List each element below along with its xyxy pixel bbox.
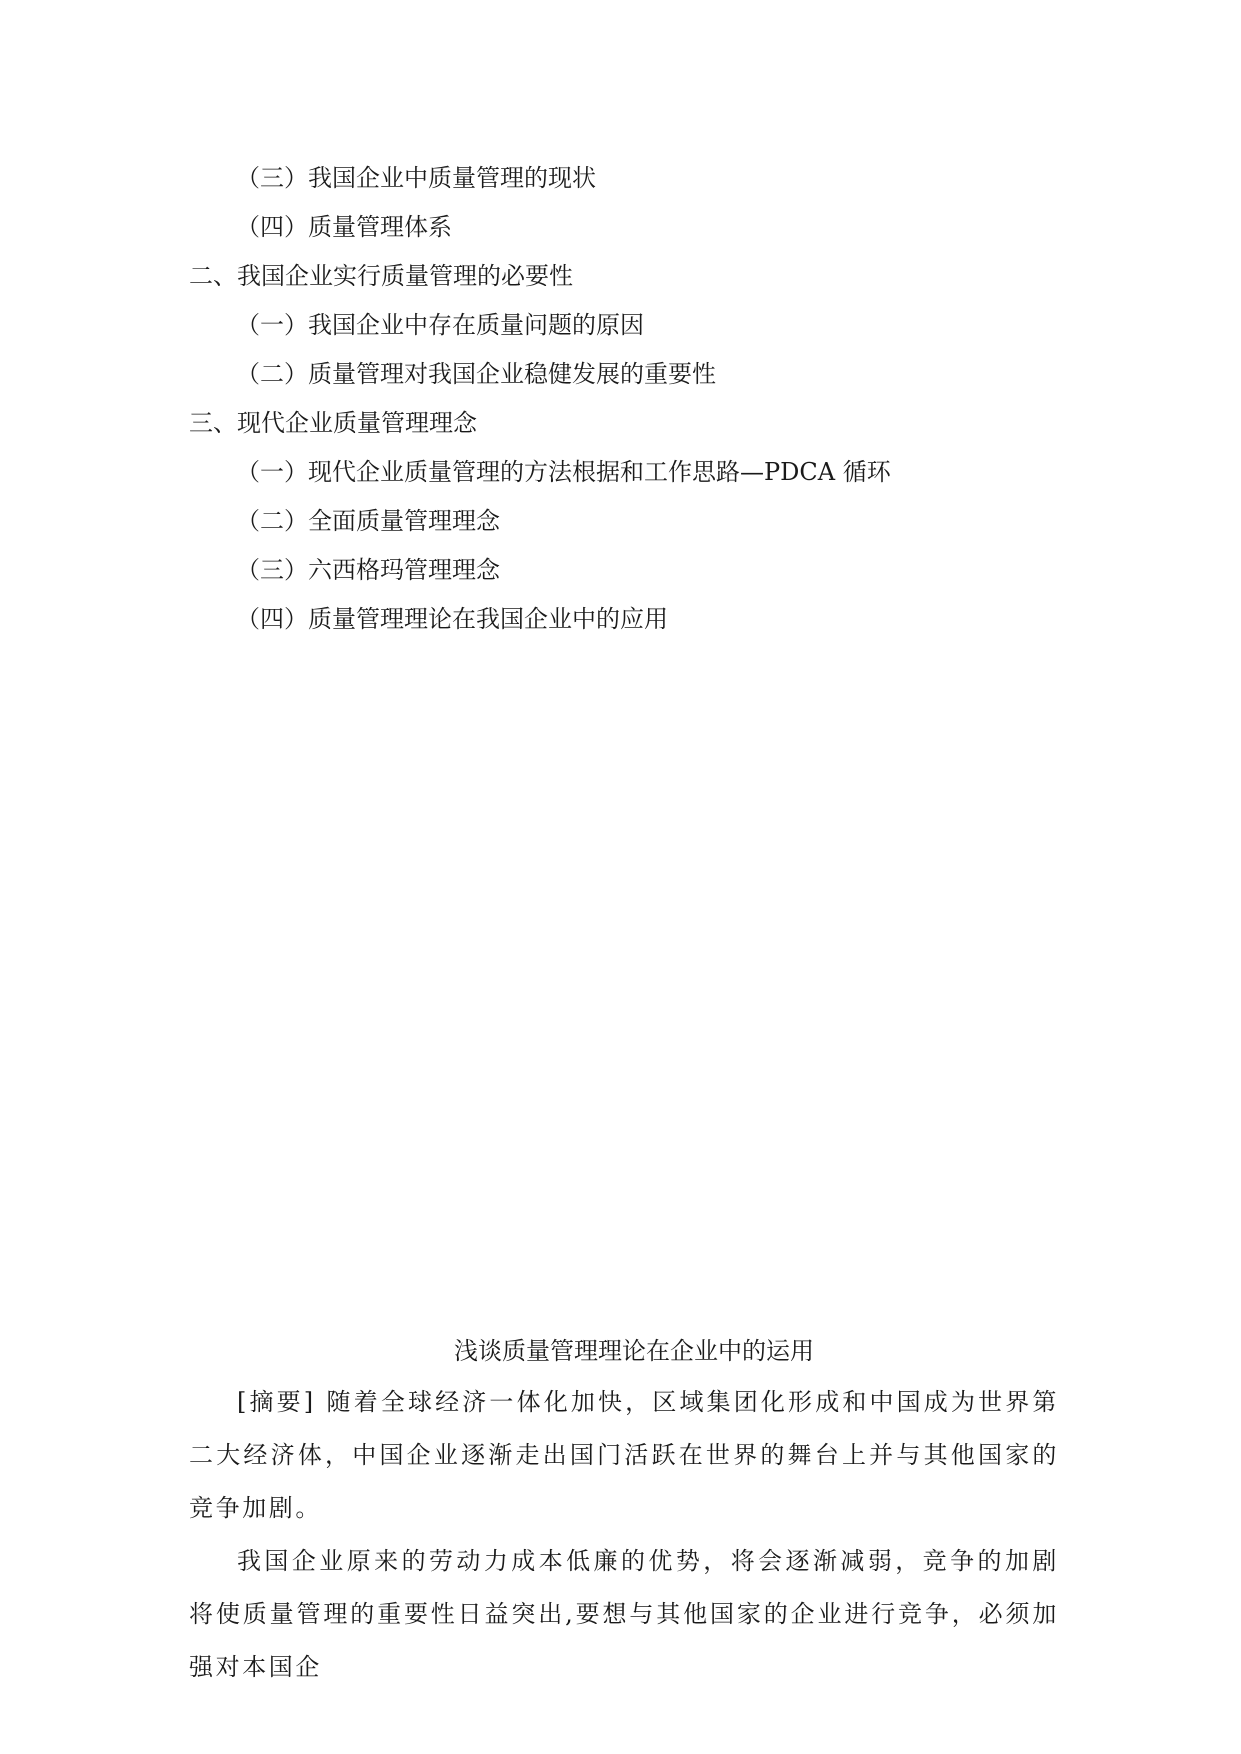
body-paragraph: 我国企业原来的劳动力成本低廉的优势，将会逐渐减弱，竞争的加剧将使质量管理的重要性日益突出,要想与其他国家的企业进行竞争，必须加强对本国企 <box>189 1547 1059 1681</box>
article-title: 浅谈质量管理理论在企业中的运用 <box>454 1337 814 1365</box>
article-body <box>189 1328 1059 1694</box>
toc-item: （四）质量管理理论在我国企业中的应用 <box>236 605 668 633</box>
toc-item: （一）现代企业质量管理的方法根据和工作思路—PDCA 循环 <box>236 458 891 486</box>
toc-item: （二）质量管理对我国企业稳健发展的重要性 <box>236 360 716 388</box>
toc-section-heading: 二、我国企业实行质量管理的必要性 <box>189 262 573 290</box>
toc-item: （四）质量管理体系 <box>236 213 452 241</box>
toc-item: （一）我国企业中存在质量问题的原因 <box>236 311 644 339</box>
toc-item: （三）六西格玛管理理念 <box>236 556 500 584</box>
abstract-paragraph: [摘要] 随着全球经济一体化加快，区域集团化形成和中国成为世界第二大经济体，中国企业逐渐走出国门活跃在世界的舞台上并与其他国家的竞争加剧。 <box>189 1388 1059 1522</box>
toc-item: （三）我国企业中质量管理的现状 <box>236 164 596 192</box>
table-of-contents <box>0 154 1241 644</box>
toc-item: （二）全面质量管理理念 <box>236 507 500 535</box>
toc-section-heading: 三、现代企业质量管理理念 <box>189 409 477 437</box>
